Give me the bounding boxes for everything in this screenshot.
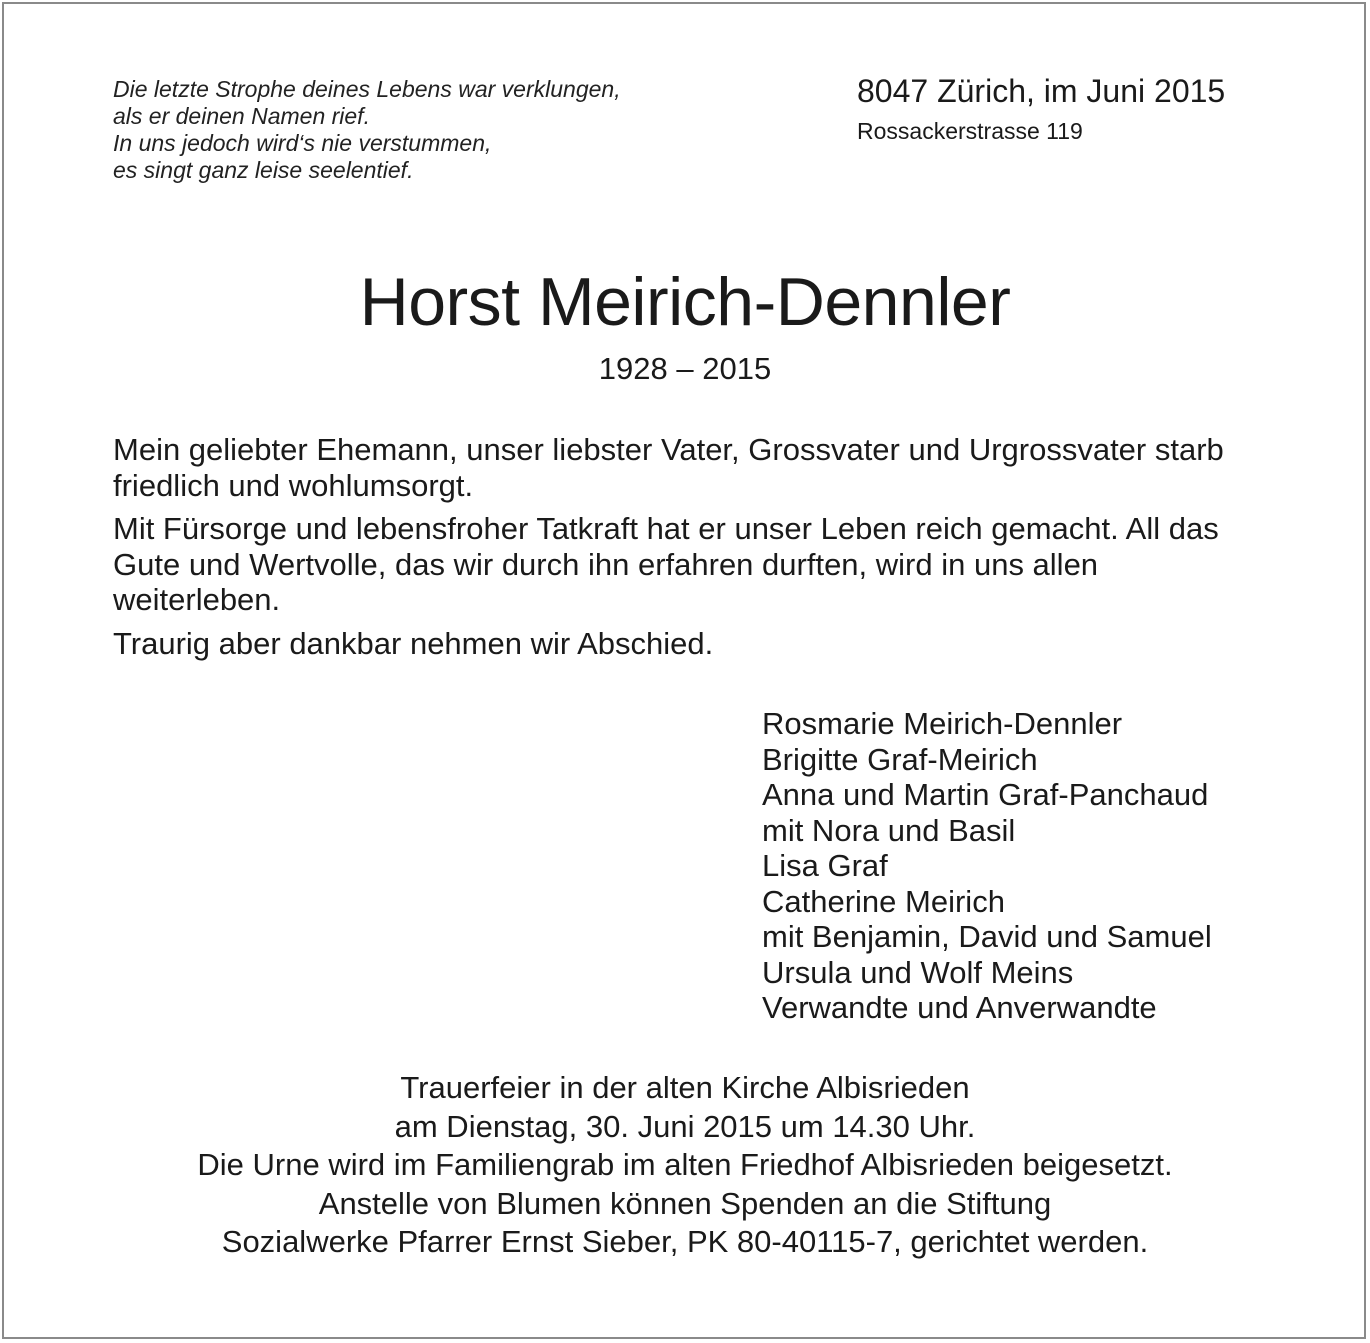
message-paragraph: Traurig aber dankbar nehmen wir Abschied.	[113, 625, 714, 661]
message-paragraph: Mit Fürsorge und lebensfroher Tatkraft hat er unser Leben reich gemacht. All das Gute und Wertvolle, das wir durch ihn erfahren durften, wird in uns allen weiterleben.	[113, 511, 1219, 617]
service-line: am Dienstag, 30. Juni 2015 um 14.30 Uhr.	[394, 1108, 976, 1144]
mourner-name: Brigitte Graf-Meirich	[762, 741, 1038, 777]
service-details	[0, 1069, 1370, 1262]
mourner-name: mit Nora und Basil	[762, 812, 1016, 848]
sender-address	[857, 72, 1257, 146]
service-line: Trauerfeier in der alten Kirche Albisrieden	[400, 1070, 970, 1105]
poem-line: Die letzte Strophe deines Lebens war verklungen,	[113, 76, 621, 102]
service-line: Sozialwerke Pfarrer Ernst Sieber, PK 80-40115-7, gerichtet werden.	[221, 1224, 1149, 1259]
poem-line: als er deinen Namen rief.	[113, 103, 370, 129]
mourners-list	[762, 706, 1212, 1026]
mourner-name: mit Benjamin, David und Samuel	[762, 919, 1212, 954]
poem-line: es singt ganz leise seelentief.	[113, 157, 414, 183]
mourner-name: Catherine Meirich	[762, 883, 1005, 919]
place-and-date: 8047 Zürich, im Juni 2015	[857, 73, 1226, 109]
mourner-name: Rosmarie Meirich-Dennler	[762, 706, 1123, 741]
poem-line: In uns jedoch wird‘s nie verstummen,	[113, 130, 492, 156]
service-line: Anstelle von Blumen können Spenden an die Stiftung	[318, 1185, 1052, 1221]
poem-verse	[113, 76, 753, 184]
mourner-name: Lisa Graf	[762, 848, 888, 883]
mourner-name: Ursula und Wolf Meins	[762, 954, 1074, 990]
service-line: Die Urne wird im Familiengrab im alten Friedhof Albisrieden beigesetzt.	[197, 1147, 1173, 1182]
mourner-name: Verwandte und Anverwandte	[762, 990, 1157, 1025]
deceased-name: Horst Meirich-Dennler	[359, 264, 1011, 340]
street-address: Rossackerstrasse 119	[857, 118, 1083, 144]
mourner-name: Anna und Martin Graf-Panchaud	[762, 777, 1209, 812]
life-years: 1928 – 2015	[598, 351, 772, 386]
obituary-message	[113, 432, 1257, 669]
message-paragraph: Mein geliebter Ehemann, unser liebster Vater, Grossvater und Urgrossvater starb friedlich und wohlumsorgt.	[113, 432, 1224, 503]
